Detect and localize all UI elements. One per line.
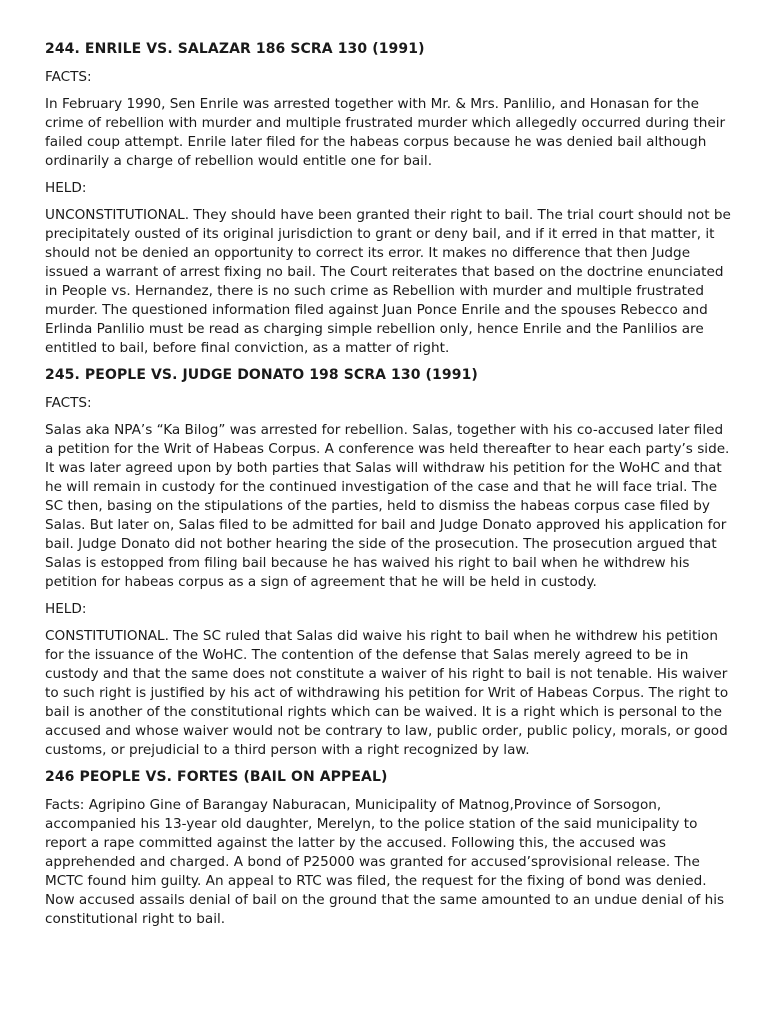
document-page xyxy=(45,40,735,937)
facts-paragraph: Facts: Agripino Gine of Barangay Naburacan, Municipality of Matnog,Province of Sorsogon, accompanied his 13-year old daughter, Merelyn, to the police station of the said municipality to report a rape committed against the latter by the accused. Following this, the accused was apprehended and charged. A bond of P25000 was granted for accused’sprovisional release. The MCTC found him guilty. An appeal to RTC was filed, the request for the fixing of bond was denied. Now accused assails denial of bail on the ground that the same amounted to an undue denial of his constitutional right to bail. xyxy=(45,797,725,927)
case-title: 246 PEOPLE VS. FORTES (BAIL ON APPEAL) xyxy=(45,769,388,785)
case-title: 244. ENRILE VS. SALAZAR 186 SCRA 130 (1991) xyxy=(45,41,425,57)
held-paragraph: CONSTITUTIONAL. The SC ruled that Salas did waive his right to bail when he withdrew his petition for the issuance of the WoHC. The contention of the defense that Salas merely agreed to be in custody and that the same does not constitute a waiver of his right to bail is not tenable. His waiver to such right is justified by his act of withdrawing his petition for Writ of Habeas Corpus. The right to bail is another of the constitutional rights which can be waived. It is a right which is personal to the accused and whose waiver would not be contrary to law, public order, public policy, morals, or good customs, or prejudicial to a third person with a right recognized by law. xyxy=(45,628,729,758)
held-paragraph: UNCONSTITUTIONAL. They should have been granted their right to bail. The trial court should not be precipitately ousted of its original jurisdiction to grant or deny bail, and if it erred in that matter, it should not be denied an opportunity to correct its error. It makes no difference that then Judge issued a warrant of arrest fixing no bail. The Court reiterates that based on the doctrine enunciated in People vs. Hernandez, there is no such crime as Rebellion with murder and multiple frustrated murder. The questioned information filed against Juan Ponce Enrile and the spouses Rebecco and Erlinda Panlilio must be read as charging simple rebellion only, hence Enrile and the Panlilios are entitled to bail, before final conviction, as a matter of right. xyxy=(45,207,731,356)
facts-label: FACTS: xyxy=(45,395,92,411)
case-246 xyxy=(45,768,735,929)
case-244 xyxy=(45,40,735,358)
case-245 xyxy=(45,366,735,760)
case-title: 245. PEOPLE VS. JUDGE DONATO 198 SCRA 130 (1991) xyxy=(45,367,478,383)
held-label: HELD: xyxy=(45,601,87,617)
facts-label: FACTS: xyxy=(45,69,92,85)
facts-paragraph: In February 1990, Sen Enrile was arrested together with Mr. & Mrs. Panlilio, and Honasan for the crime of rebellion with murder and multiple frustrated murder which allegedly occurred during their failed coup attempt. Enrile later filed for the habeas corpus because he was denied bail although ordinarily a charge of rebellion would entitle one for bail. xyxy=(45,96,726,169)
held-label: HELD: xyxy=(45,180,87,196)
facts-paragraph: Salas aka NPA’s “Ka Bilog” was arrested for rebellion. Salas, together with his co-accused later filed a petition for the Writ of Habeas Corpus. A conference was held thereafter to hear each party’s side. It was later agreed upon by both parties that Salas will withdraw his petition for the WoHC and that he will remain in custody for the continued investigation of the case and that he will face trial. The SC then, basing on the stipulations of the parties, held to dismiss the habeas corpus case filed by Salas. But later on, Salas filed to be admitted for bail and Judge Donato approved his application for bail. Judge Donato did not bother hearing the side of the prosecution. The prosecution argued that Salas is estopped from filing bail because he has waived his right to bail when he withdrew his petition for habeas corpus as a sign of agreement that he will be held in custody. xyxy=(45,422,730,590)
